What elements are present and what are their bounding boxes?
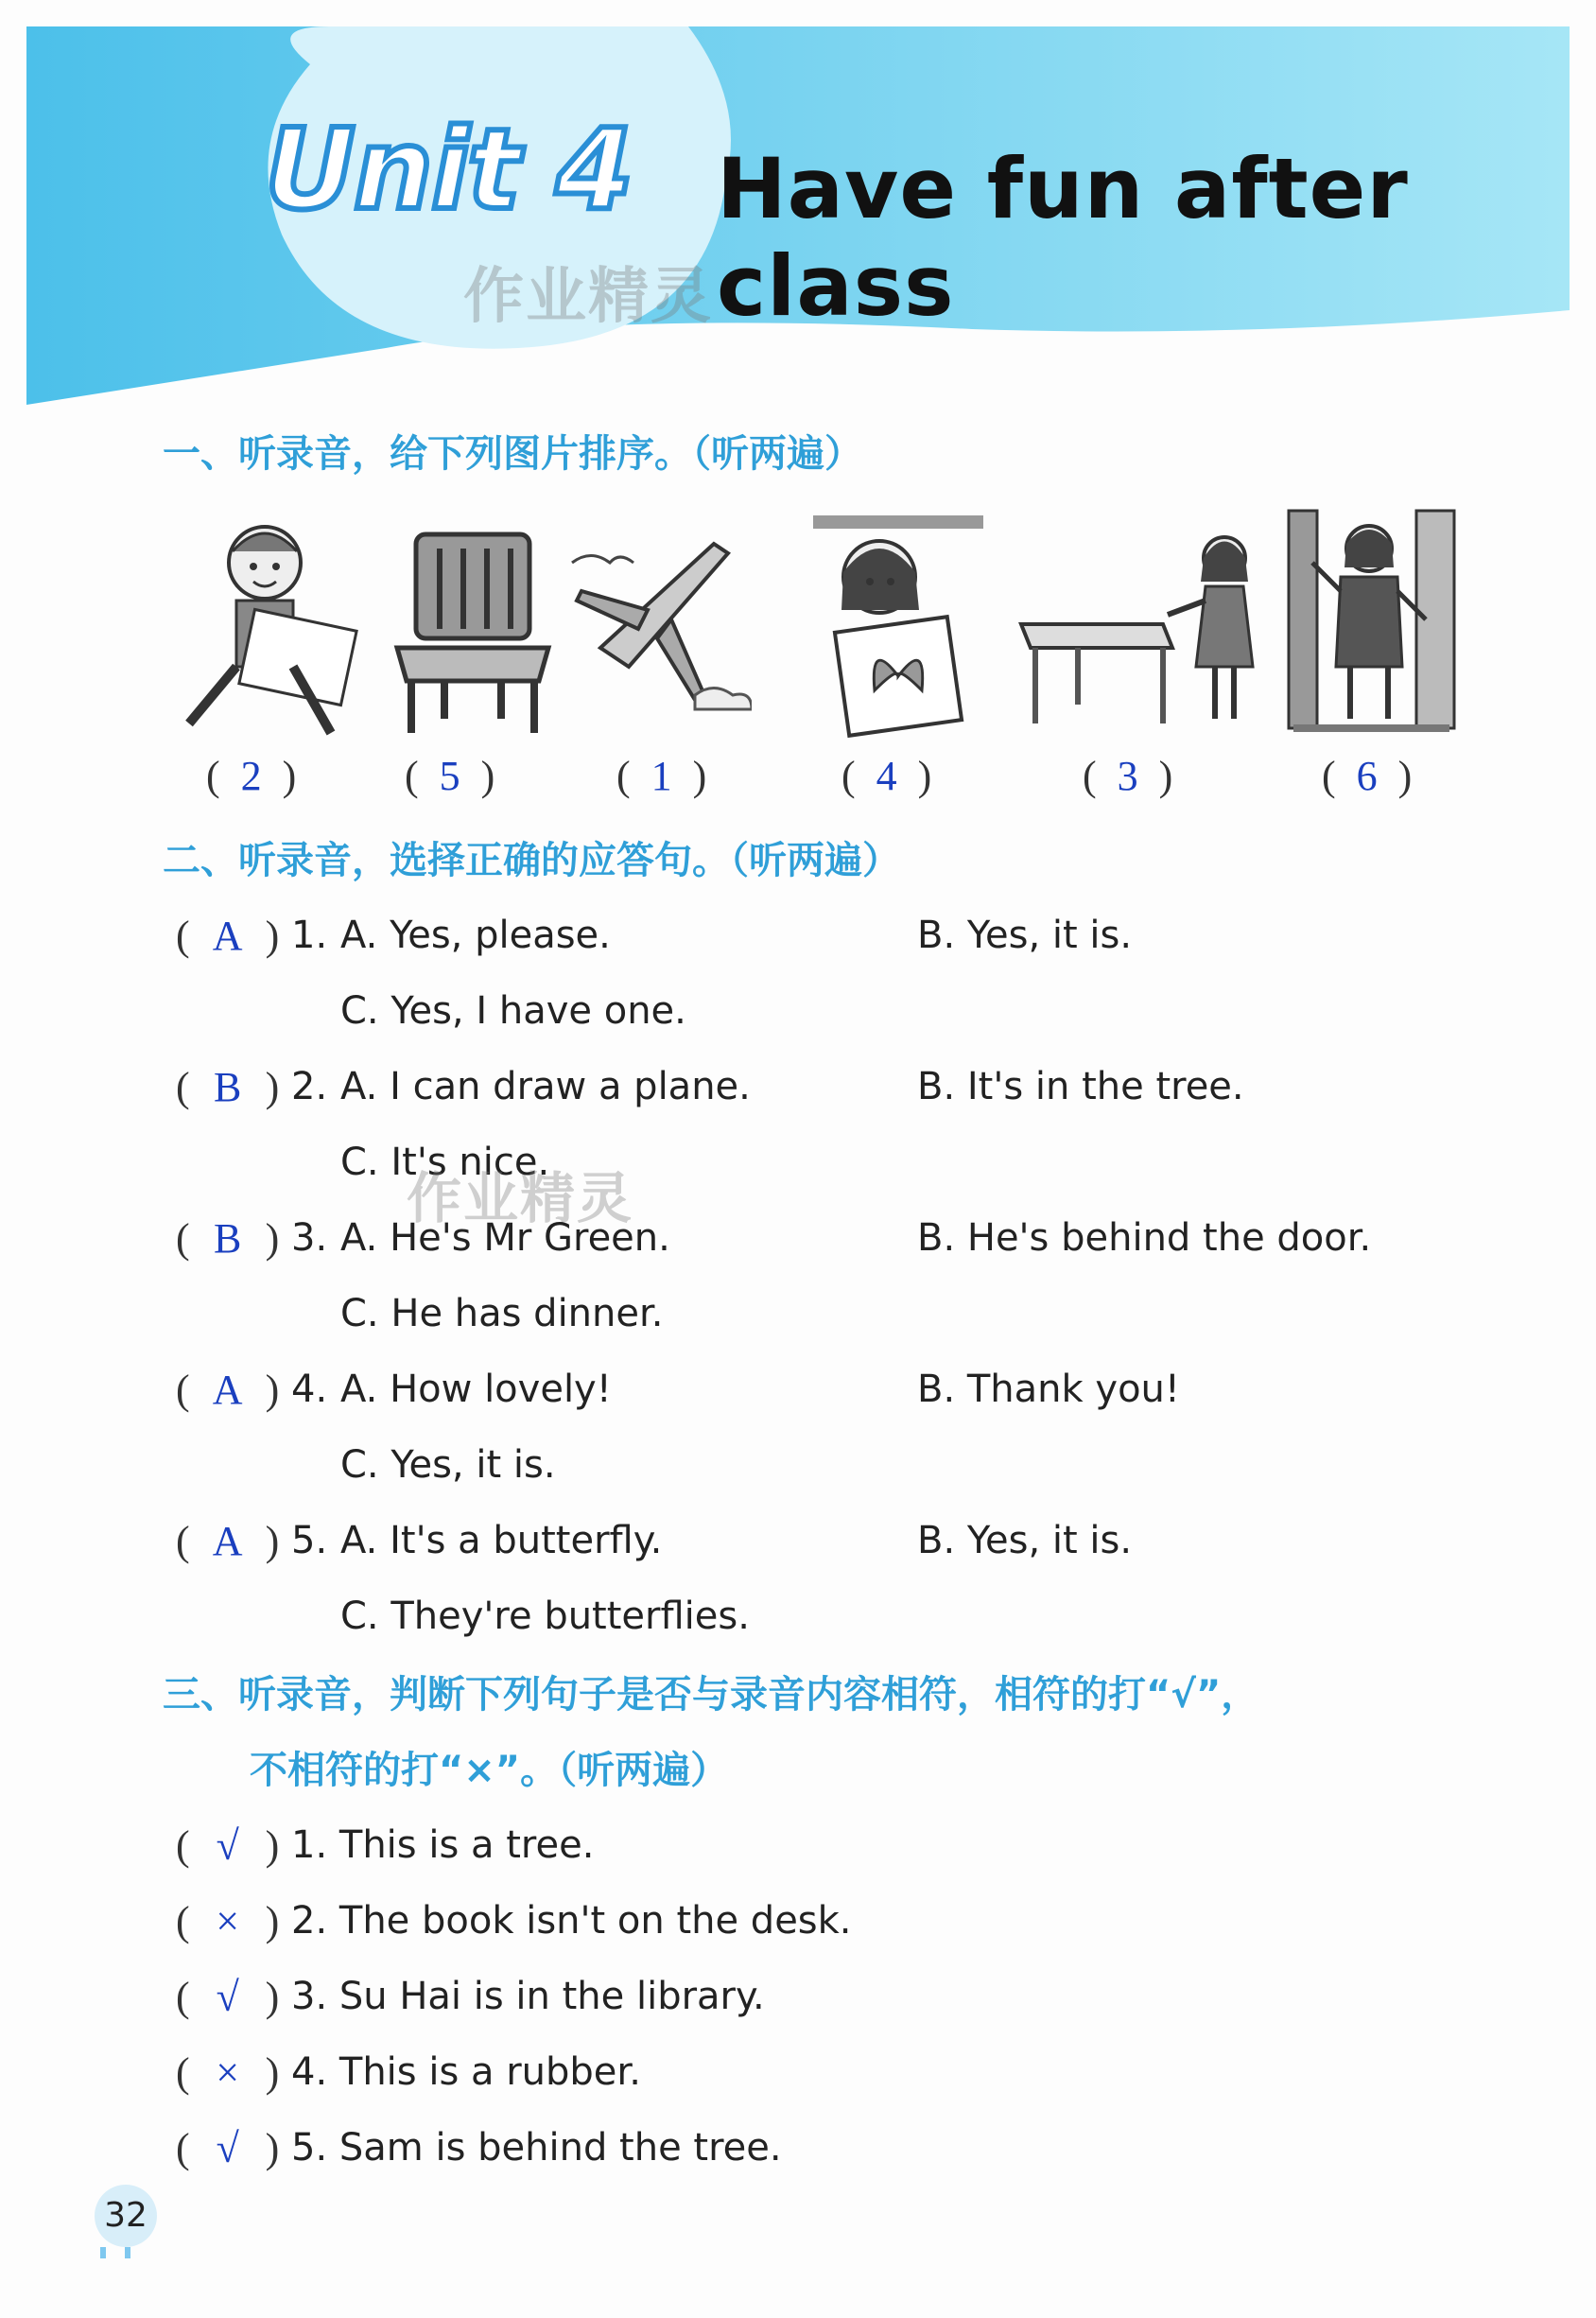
page-number-decoration: [98, 2247, 136, 2258]
mc-number-4: 4.: [291, 1368, 328, 1411]
tf-statement-2: 2. The book isn't on the desk.: [291, 1899, 852, 1943]
tf-statement-3: 3. Su Hai is in the library.: [291, 1975, 765, 2018]
mc-option-b-4: B. Thank you!: [917, 1368, 1180, 1411]
watermark: 作业精灵: [407, 1166, 634, 1230]
mc-option-c-4: C. Yes, it is.: [340, 1443, 556, 1487]
sequence-answer-5: ( 3 ): [1083, 753, 1173, 799]
mc-option-c-3: C. He has dinner.: [340, 1292, 664, 1335]
sequence-answer-4: ( 4 ): [841, 753, 932, 799]
tf-answer-5: ( √ ): [176, 2125, 280, 2171]
mc-number-3: 3.: [291, 1216, 328, 1260]
mc-option-b-1: B. Yes, it is.: [917, 914, 1133, 957]
mc-number-2: 2.: [291, 1065, 328, 1108]
sequence-answer-1: ( 2 ): [206, 753, 297, 799]
tf-answer-4: ( × ): [176, 2049, 280, 2096]
plane-icon: [563, 506, 752, 742]
tf-statement-4: 4. This is a rubber.: [291, 2050, 641, 2094]
mc-option-b-5: B. Yes, it is.: [917, 1519, 1133, 1562]
section3-heading-line2: 不相符的打“×”。（听两遍）: [250, 1749, 729, 1792]
mc-option-a-1: A. Yes, please.: [340, 914, 611, 957]
page-number: 32: [95, 2185, 157, 2247]
mc-option-c-2: C. It's nice.: [340, 1141, 550, 1184]
mc-number-5: 5.: [291, 1519, 328, 1562]
mc-answer-3: ( B ): [176, 1215, 280, 1262]
girl-butterfly-picture-icon: [804, 506, 993, 742]
tf-answer-3: ( √ ): [176, 1974, 280, 2020]
sequence-answer-3: ( 1 ): [616, 753, 707, 799]
mc-number-1: 1.: [291, 914, 328, 957]
mc-option-a-3: A. He's Mr Green.: [340, 1216, 670, 1260]
mc-answer-2: ( B ): [176, 1064, 280, 1110]
mc-option-b-2: B. It's in the tree.: [917, 1065, 1244, 1108]
tf-statement-1: 1. This is a tree.: [291, 1823, 595, 1867]
mc-option-a-2: A. I can draw a plane.: [340, 1065, 751, 1108]
teacher-door-icon: [1284, 506, 1459, 742]
unit-title: Have fun after class: [717, 140, 1409, 335]
mc-option-c-1: C. Yes, I have one.: [340, 989, 686, 1033]
watermark: 作业精灵: [463, 262, 713, 332]
mc-option-a-5: A. It's a butterfly.: [340, 1519, 663, 1562]
sequence-answer-2: ( 5 ): [405, 753, 495, 799]
tf-statement-5: 5. Sam is behind the tree.: [291, 2126, 782, 2170]
section3-heading-line1: 三、听录音，判断下列句子是否与录音内容相符，相符的打“√”，: [163, 1673, 1259, 1717]
mc-answer-1: ( A ): [176, 913, 280, 959]
chair-icon: [378, 506, 567, 742]
mc-answer-4: ( A ): [176, 1367, 280, 1413]
mc-option-c-5: C. They're butterflies.: [340, 1595, 750, 1638]
tf-answer-1: ( √ ): [176, 1822, 280, 1869]
girl-desk-icon: [1012, 506, 1258, 742]
sequence-answer-6: ( 6 ): [1322, 753, 1413, 799]
boy-drawing-icon: [170, 506, 359, 742]
mc-option-a-4: A. How lovely!: [340, 1368, 612, 1411]
section1-heading: 一、听录音，给下列图片排序。（听两遍）: [163, 432, 862, 476]
section2-heading: 二、听录音，选择正确的应答句。（听两遍）: [163, 839, 900, 882]
mc-option-b-3: B. He's behind the door.: [917, 1216, 1372, 1260]
tf-answer-2: ( × ): [176, 1898, 280, 1944]
mc-answer-5: ( A ): [176, 1518, 280, 1564]
unit-label: Unit 4: [265, 104, 632, 235]
